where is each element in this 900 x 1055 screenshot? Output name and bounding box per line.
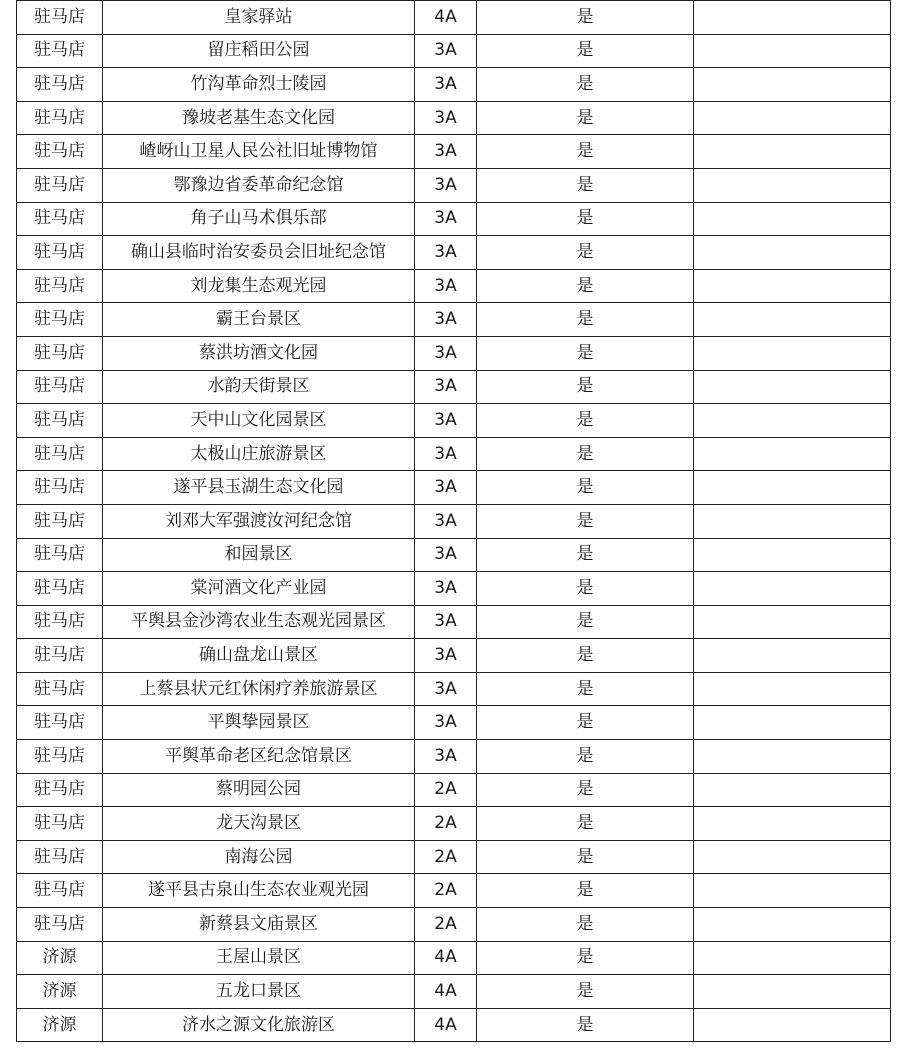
status-flag-cell: 是 <box>477 874 694 908</box>
rating-level-cell: 3A <box>415 639 477 673</box>
status-flag-cell: 是 <box>477 840 694 874</box>
status-flag-cell: 是 <box>477 370 694 404</box>
note-cell <box>694 404 891 438</box>
table-row <box>17 135 891 169</box>
table-row <box>17 740 891 774</box>
rating-level-cell: 3A <box>415 572 477 606</box>
status-flag-cell: 是 <box>477 975 694 1009</box>
table-row <box>17 269 891 303</box>
scenic-name-cell: 刘龙集生态观光园 <box>103 269 415 303</box>
note-cell <box>694 639 891 673</box>
scenic-name-cell: 新蔡县文庙景区 <box>103 908 415 942</box>
scenic-name-cell: 竹沟革命烈士陵园 <box>103 68 415 102</box>
table-row <box>17 975 891 1009</box>
city-cell: 驻马店 <box>17 135 103 169</box>
table-row <box>17 336 891 370</box>
note-cell <box>694 908 891 942</box>
scenic-name-cell: 五龙口景区 <box>103 975 415 1009</box>
status-flag-cell: 是 <box>477 303 694 337</box>
scenic-spot-table <box>16 0 891 1042</box>
city-cell: 济源 <box>17 1008 103 1042</box>
rating-level-cell: 4A <box>415 975 477 1009</box>
rating-level-cell: 3A <box>415 303 477 337</box>
note-cell <box>694 135 891 169</box>
note-cell <box>694 34 891 68</box>
rating-level-cell: 3A <box>415 236 477 270</box>
status-flag-cell: 是 <box>477 605 694 639</box>
status-flag-cell: 是 <box>477 135 694 169</box>
rating-level-cell: 3A <box>415 168 477 202</box>
note-cell <box>694 672 891 706</box>
table-row <box>17 471 891 505</box>
scenic-name-cell: 蔡洪坊酒文化园 <box>103 336 415 370</box>
table-row <box>17 1 891 35</box>
status-flag-cell: 是 <box>477 404 694 438</box>
city-cell: 驻马店 <box>17 168 103 202</box>
city-cell: 驻马店 <box>17 336 103 370</box>
city-cell: 驻马店 <box>17 840 103 874</box>
status-flag-cell: 是 <box>477 471 694 505</box>
table-body <box>17 1 891 1042</box>
rating-level-cell: 3A <box>415 740 477 774</box>
city-cell: 驻马店 <box>17 773 103 807</box>
scenic-name-cell: 棠河酒文化产业园 <box>103 572 415 606</box>
table-row <box>17 840 891 874</box>
scenic-spot-table-sheet <box>16 0 890 1042</box>
city-cell: 驻马店 <box>17 437 103 471</box>
rating-level-cell: 3A <box>415 101 477 135</box>
scenic-name-cell: 天中山文化园景区 <box>103 404 415 438</box>
city-cell: 驻马店 <box>17 740 103 774</box>
note-cell <box>694 773 891 807</box>
note-cell <box>694 874 891 908</box>
note-cell <box>694 605 891 639</box>
city-cell: 驻马店 <box>17 236 103 270</box>
city-cell: 驻马店 <box>17 706 103 740</box>
table-row <box>17 1008 891 1042</box>
status-flag-cell: 是 <box>477 504 694 538</box>
scenic-name-cell: 确山盘龙山景区 <box>103 639 415 673</box>
table-row <box>17 706 891 740</box>
status-flag-cell: 是 <box>477 706 694 740</box>
rating-level-cell: 4A <box>415 941 477 975</box>
scenic-name-cell: 豫坡老基生态文化园 <box>103 101 415 135</box>
scenic-name-cell: 平舆县金沙湾农业生态观光园景区 <box>103 605 415 639</box>
status-flag-cell: 是 <box>477 941 694 975</box>
note-cell <box>694 101 891 135</box>
city-cell: 济源 <box>17 975 103 1009</box>
city-cell: 驻马店 <box>17 504 103 538</box>
note-cell <box>694 471 891 505</box>
rating-level-cell: 3A <box>415 437 477 471</box>
scenic-name-cell: 蔡明园公园 <box>103 773 415 807</box>
scenic-name-cell: 皇家驿站 <box>103 1 415 35</box>
note-cell <box>694 706 891 740</box>
rating-level-cell: 3A <box>415 706 477 740</box>
rating-level-cell: 3A <box>415 538 477 572</box>
status-flag-cell: 是 <box>477 437 694 471</box>
scenic-name-cell: 王屋山景区 <box>103 941 415 975</box>
city-cell: 济源 <box>17 941 103 975</box>
table-row <box>17 34 891 68</box>
table-row <box>17 404 891 438</box>
rating-level-cell: 3A <box>415 68 477 102</box>
rating-level-cell: 2A <box>415 807 477 841</box>
rating-level-cell: 2A <box>415 840 477 874</box>
status-flag-cell: 是 <box>477 1 694 35</box>
table-row <box>17 773 891 807</box>
table-row <box>17 908 891 942</box>
city-cell: 驻马店 <box>17 34 103 68</box>
rating-level-cell: 3A <box>415 672 477 706</box>
city-cell: 驻马店 <box>17 908 103 942</box>
table-row <box>17 68 891 102</box>
status-flag-cell: 是 <box>477 101 694 135</box>
scenic-name-cell: 角子山马术俱乐部 <box>103 202 415 236</box>
status-flag-cell: 是 <box>477 908 694 942</box>
status-flag-cell: 是 <box>477 168 694 202</box>
note-cell <box>694 538 891 572</box>
city-cell: 驻马店 <box>17 1 103 35</box>
table-row <box>17 572 891 606</box>
status-flag-cell: 是 <box>477 538 694 572</box>
status-flag-cell: 是 <box>477 672 694 706</box>
note-cell <box>694 840 891 874</box>
table-row <box>17 807 891 841</box>
city-cell: 驻马店 <box>17 404 103 438</box>
note-cell <box>694 202 891 236</box>
rating-level-cell: 3A <box>415 605 477 639</box>
rating-level-cell: 4A <box>415 1 477 35</box>
note-cell <box>694 68 891 102</box>
rating-level-cell: 2A <box>415 874 477 908</box>
rating-level-cell: 4A <box>415 1008 477 1042</box>
city-cell: 驻马店 <box>17 202 103 236</box>
note-cell <box>694 807 891 841</box>
city-cell: 驻马店 <box>17 68 103 102</box>
scenic-name-cell: 留庄稻田公园 <box>103 34 415 68</box>
status-flag-cell: 是 <box>477 1008 694 1042</box>
table-row <box>17 941 891 975</box>
city-cell: 驻马店 <box>17 101 103 135</box>
note-cell <box>694 941 891 975</box>
table-row <box>17 639 891 673</box>
city-cell: 驻马店 <box>17 370 103 404</box>
rating-level-cell: 3A <box>415 135 477 169</box>
rating-level-cell: 2A <box>415 773 477 807</box>
table-row <box>17 672 891 706</box>
scenic-name-cell: 水韵天街景区 <box>103 370 415 404</box>
status-flag-cell: 是 <box>477 269 694 303</box>
scenic-name-cell: 平舆挚园景区 <box>103 706 415 740</box>
note-cell <box>694 336 891 370</box>
scenic-name-cell: 南海公园 <box>103 840 415 874</box>
city-cell: 驻马店 <box>17 572 103 606</box>
scenic-name-cell: 嵖岈山卫星人民公社旧址博物馆 <box>103 135 415 169</box>
city-cell: 驻马店 <box>17 471 103 505</box>
note-cell <box>694 740 891 774</box>
note-cell <box>694 303 891 337</box>
scenic-name-cell: 龙天沟景区 <box>103 807 415 841</box>
table-row <box>17 370 891 404</box>
status-flag-cell: 是 <box>477 68 694 102</box>
scenic-name-cell: 刘邓大军强渡汝河纪念馆 <box>103 504 415 538</box>
scenic-name-cell: 霸王台景区 <box>103 303 415 337</box>
note-cell <box>694 1 891 35</box>
scenic-name-cell: 遂平县古泉山生态农业观光园 <box>103 874 415 908</box>
table-row <box>17 605 891 639</box>
scenic-name-cell: 鄂豫边省委革命纪念馆 <box>103 168 415 202</box>
rating-level-cell: 3A <box>415 504 477 538</box>
scenic-name-cell: 平舆革命老区纪念馆景区 <box>103 740 415 774</box>
scenic-name-cell: 确山县临时治安委员会旧址纪念馆 <box>103 236 415 270</box>
status-flag-cell: 是 <box>477 773 694 807</box>
note-cell <box>694 572 891 606</box>
rating-level-cell: 3A <box>415 34 477 68</box>
rating-level-cell: 3A <box>415 471 477 505</box>
status-flag-cell: 是 <box>477 639 694 673</box>
city-cell: 驻马店 <box>17 538 103 572</box>
scenic-name-cell: 济水之源文化旅游区 <box>103 1008 415 1042</box>
table-row <box>17 202 891 236</box>
scenic-name-cell: 遂平县玉湖生态文化园 <box>103 471 415 505</box>
note-cell <box>694 370 891 404</box>
table-row <box>17 538 891 572</box>
city-cell: 驻马店 <box>17 303 103 337</box>
status-flag-cell: 是 <box>477 236 694 270</box>
rating-level-cell: 3A <box>415 336 477 370</box>
table-row <box>17 168 891 202</box>
scenic-name-cell: 和园景区 <box>103 538 415 572</box>
scenic-name-cell: 上蔡县状元红休闲疗养旅游景区 <box>103 672 415 706</box>
city-cell: 驻马店 <box>17 269 103 303</box>
table-row <box>17 236 891 270</box>
note-cell <box>694 168 891 202</box>
rating-level-cell: 3A <box>415 202 477 236</box>
status-flag-cell: 是 <box>477 34 694 68</box>
city-cell: 驻马店 <box>17 874 103 908</box>
table-row <box>17 303 891 337</box>
rating-level-cell: 3A <box>415 269 477 303</box>
status-flag-cell: 是 <box>477 807 694 841</box>
rating-level-cell: 3A <box>415 404 477 438</box>
note-cell <box>694 236 891 270</box>
note-cell <box>694 504 891 538</box>
city-cell: 驻马店 <box>17 605 103 639</box>
note-cell <box>694 975 891 1009</box>
table-row <box>17 437 891 471</box>
table-row <box>17 874 891 908</box>
status-flag-cell: 是 <box>477 336 694 370</box>
city-cell: 驻马店 <box>17 672 103 706</box>
city-cell: 驻马店 <box>17 639 103 673</box>
status-flag-cell: 是 <box>477 202 694 236</box>
note-cell <box>694 269 891 303</box>
scenic-name-cell: 太极山庄旅游景区 <box>103 437 415 471</box>
note-cell <box>694 437 891 471</box>
rating-level-cell: 2A <box>415 908 477 942</box>
rating-level-cell: 3A <box>415 370 477 404</box>
city-cell: 驻马店 <box>17 807 103 841</box>
table-row <box>17 101 891 135</box>
note-cell <box>694 1008 891 1042</box>
table-row <box>17 504 891 538</box>
status-flag-cell: 是 <box>477 740 694 774</box>
status-flag-cell: 是 <box>477 572 694 606</box>
